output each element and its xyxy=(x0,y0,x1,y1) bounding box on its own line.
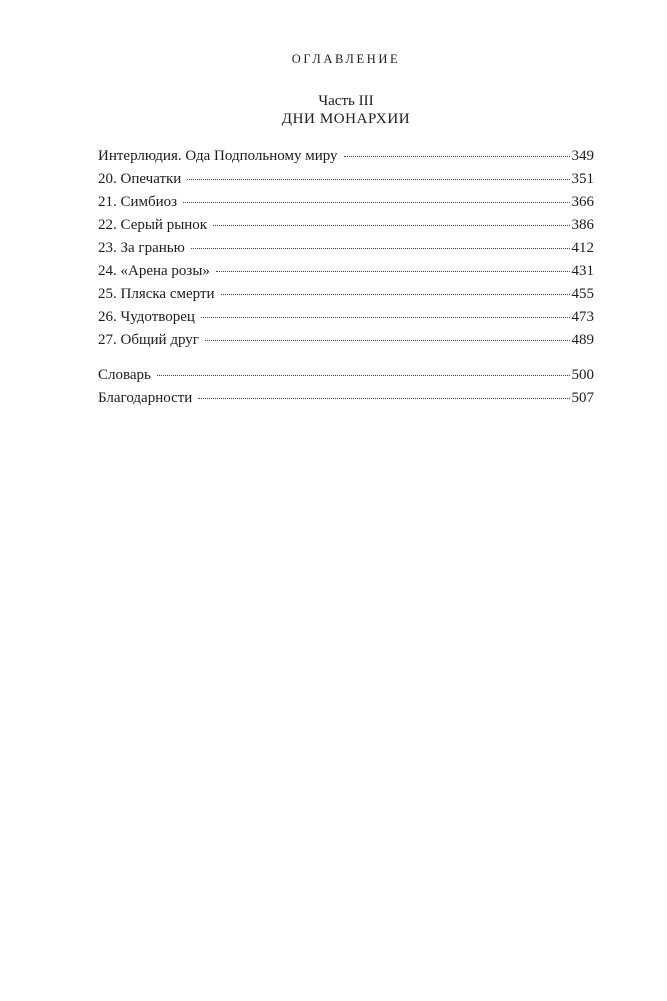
toc-entry-title: 27. Общий друг xyxy=(98,332,199,348)
dot-leader xyxy=(191,248,570,249)
toc-entry-page: 500 xyxy=(571,367,594,383)
dot-leader xyxy=(216,271,570,272)
toc-entry-page: 351 xyxy=(571,171,594,187)
toc-entry-24 xyxy=(98,260,594,283)
toc-entry-20 xyxy=(98,168,594,191)
dot-leader xyxy=(157,375,570,376)
dot-leader xyxy=(213,225,569,226)
toc-entry-title: Словарь xyxy=(98,367,151,383)
toc-entry-title: 24. «Арена розы» xyxy=(98,263,210,279)
dot-leader xyxy=(344,156,570,157)
toc-entry-page: 473 xyxy=(571,309,594,325)
toc-entry-title: 22. Серый рынок xyxy=(98,217,208,233)
dot-leader xyxy=(187,179,569,180)
dot-leader xyxy=(198,398,569,399)
toc-entry-acknowledgements xyxy=(98,387,594,410)
toc-entry-title: 23. За гранью xyxy=(98,240,185,256)
toc-entry-title: Интерлюдия. Ода Подпольному миру xyxy=(98,148,338,164)
toc-entry-title: Благодарности xyxy=(98,390,193,406)
toc-entry-page: 507 xyxy=(571,390,594,406)
dot-leader xyxy=(183,202,569,203)
toc-entry-23 xyxy=(98,237,594,260)
toc-entry-26 xyxy=(98,306,594,329)
toc-entry-22 xyxy=(98,214,594,237)
toc-entry-page: 431 xyxy=(571,263,594,279)
toc-entry-interlude xyxy=(98,145,594,168)
toc-entry-27 xyxy=(98,329,594,352)
toc-entry-title: 21. Симбиоз xyxy=(98,194,178,210)
toc-entry-page: 412 xyxy=(571,240,594,256)
toc-entry-title: 26. Чудотворец xyxy=(98,309,195,325)
table-of-contents xyxy=(98,145,594,410)
section-gap xyxy=(98,352,594,364)
dot-leader xyxy=(221,294,570,295)
toc-entry-page: 366 xyxy=(571,194,594,210)
toc-entry-page: 386 xyxy=(571,217,594,233)
dot-leader xyxy=(205,340,570,341)
toc-entry-glossary xyxy=(98,364,594,387)
toc-entry-page: 455 xyxy=(571,286,594,302)
toc-entry-page: 349 xyxy=(571,148,594,164)
toc-entry-title: 20. Опечатки xyxy=(98,171,182,187)
part-title: ДНИ МОНАРХИИ xyxy=(281,111,411,127)
toc-entry-title: 25. Пляска смерти xyxy=(98,286,215,302)
page-title: ОГЛАВЛЕНИЕ xyxy=(291,52,401,66)
toc-entry-25 xyxy=(98,283,594,306)
toc-entry-21 xyxy=(98,191,594,214)
part-label: Часть III xyxy=(318,93,374,109)
dot-leader xyxy=(201,317,570,318)
toc-entry-page: 489 xyxy=(571,332,594,348)
